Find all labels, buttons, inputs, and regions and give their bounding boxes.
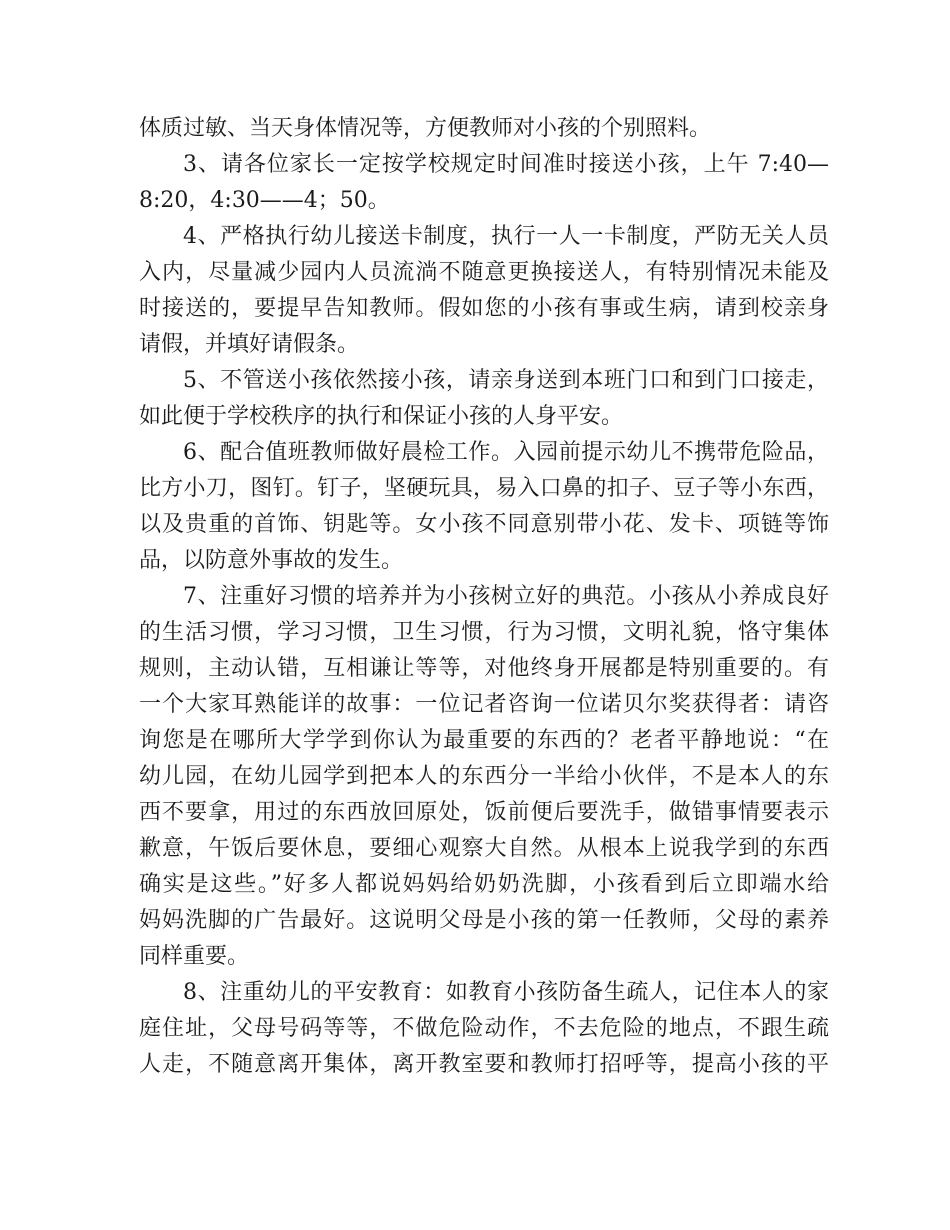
text-line: 如此便于学校秩序的执行和保证小孩的人身平安。 xyxy=(139,404,624,429)
text-line: 人走，不随意离开集体，离开教室要和教师打招呼等，提高小孩的平 xyxy=(139,1052,829,1077)
document-body xyxy=(139,111,829,1083)
text-line: 询您是在哪所大学学到你认为最重要的东西的？老者平静地说：“在 xyxy=(139,728,829,753)
text-line: 妈妈洗脚的广告最好。这说明父母是小孩的第一任教师，父母的素养 xyxy=(139,908,829,933)
text-line: 3、请各位家长一定按学校规定时间准时接送小孩，上午 7:40— xyxy=(183,152,829,177)
text-line: 一个大家耳熟能详的故事：一位记者咨询一位诺贝尔奖获得者：请咨 xyxy=(139,692,829,717)
text-line: 7、注重好习惯的培养并为小孩树立好的典范。小孩从小养成良好 xyxy=(183,584,829,609)
text-line: 8:20，4:30——4；50。 xyxy=(139,188,390,213)
text-line: 歉意，午饭后要休息，要细心观察大自然。从根本上说我学到的东西 xyxy=(139,836,829,861)
text-line: 幼儿园，在幼儿园学到把本人的东西分一半给小伙伴，不是本人的东 xyxy=(139,764,829,789)
text-line: 西不要拿，用过的东西放回原处，饭前便后要洗手，做错事情要表示 xyxy=(139,800,829,825)
text-line: 入内，尽量减少园内人员流淌不随意更换接送人，有特别情况未能及 xyxy=(139,260,829,285)
text-line: 8、注重幼儿的平安教育：如教育小孩防备生疏人，记住本人的家 xyxy=(183,980,829,1005)
text-line: 6、配合值班教师做好晨检工作。入园前提示幼儿不携带危险品， xyxy=(183,440,829,465)
text-line: 品，以防意外事故的发生。 xyxy=(139,548,404,573)
text-line: 以及贵重的首饰、钥匙等。女小孩不同意别带小花、发卡、项链等饰 xyxy=(139,512,829,537)
text-line: 时接送的，要提早告知教师。假如您的小孩有事或生病，请到校亲身 xyxy=(139,296,829,321)
text-line: 体质过敏、当天身体情况等，方便教师对小孩的个别照料。 xyxy=(139,116,712,141)
text-line: 规则，主动认错，互相谦让等等，对他终身开展都是特别重要的。有 xyxy=(139,656,829,681)
text-line: 同样重要。 xyxy=(139,944,250,969)
text-line: 请假，并填好请假条。 xyxy=(139,332,360,357)
text-line: 的生活习惯，学习习惯，卫生习惯，行为习惯，文明礼貌，恪守集体 xyxy=(139,620,829,645)
text-line: 确实是这些。”好多人都说妈妈给奶奶洗脚，小孩看到后立即端水给 xyxy=(139,872,829,897)
text-line: 4、严格执行幼儿接送卡制度，执行一人一卡制度，严防无关人员 xyxy=(183,224,829,249)
text-line: 5、不管送小孩依然接小孩，请亲身送到本班门口和到门口接走， xyxy=(183,368,829,393)
text-line: 比方小刀，图钉。钉子，坚硬玩具，易入口鼻的扣子、豆子等小东西， xyxy=(139,476,829,501)
text-line: 庭住址，父母号码等等，不做危险动作，不去危险的地点，不跟生疏 xyxy=(139,1016,829,1041)
